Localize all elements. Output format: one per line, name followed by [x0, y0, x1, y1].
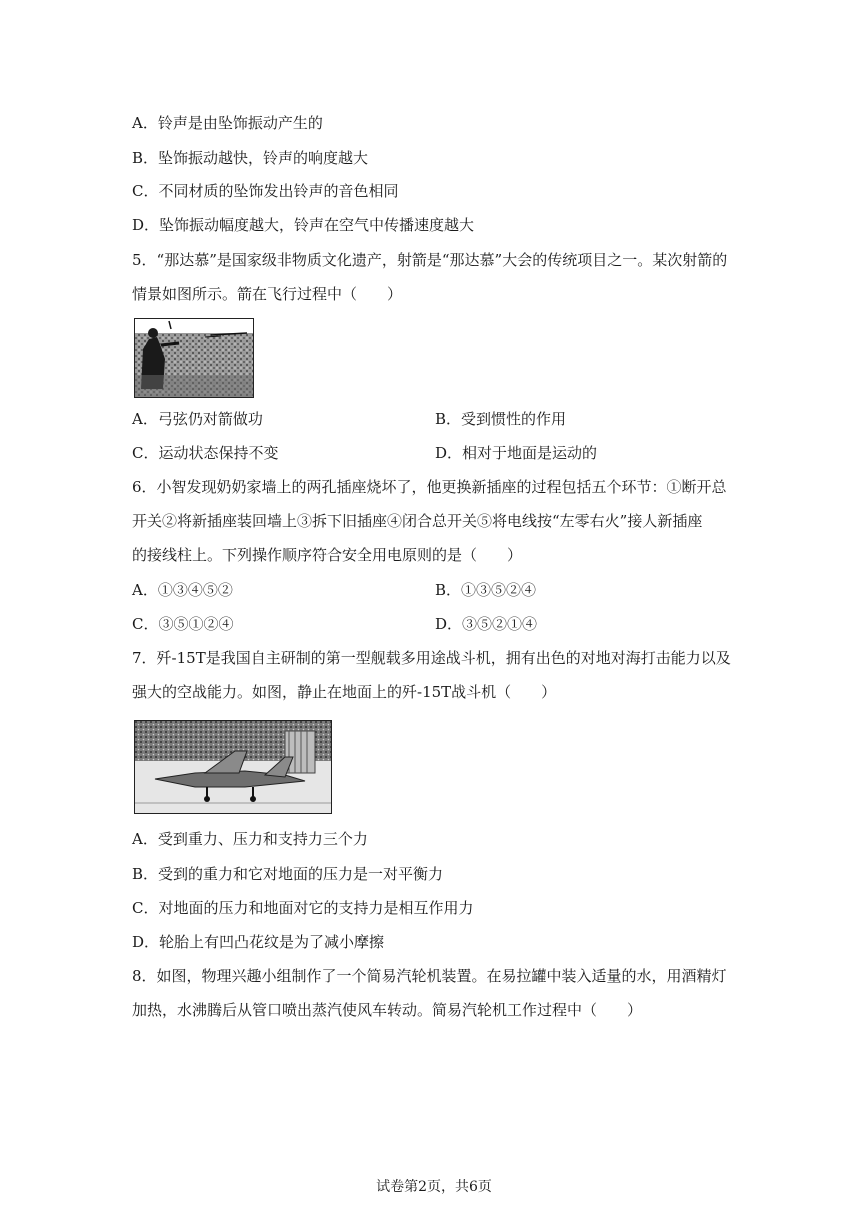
q7-stem-line-2: 强大的空战能力。如图，静止在地面上的歼-15T战斗机（ ）: [132, 683, 557, 701]
q7-option-a: A．受到重力、压力和支持力三个力: [132, 830, 368, 848]
q5-option-d: D．相对于地面是运动的: [435, 444, 598, 462]
q5-option-a: A．弓弦仍对箭做功: [132, 410, 263, 428]
q6-option-b: B．①③⑤②④: [435, 581, 537, 599]
q6-option-c: C．③⑤①②④: [132, 615, 234, 633]
q4-option-c: C．不同材质的坠饰发出铃声的音色相同: [132, 182, 399, 200]
q5-stem-line-2: 情景如图所示。箭在飞行过程中（ ）: [132, 285, 403, 303]
q4-option-d: D．坠饰振动幅度越大，铃声在空气中传播速度越大: [132, 216, 475, 234]
q5-option-b: B．受到惯性的作用: [435, 410, 567, 428]
page-footer: 试卷第2页，共6页: [376, 1179, 492, 1195]
q7-option-d: D．轮胎上有凹凸花纹是为了减小摩擦: [132, 933, 385, 951]
archery-photo: [134, 318, 254, 398]
q5-option-c: C．运动状态保持不变: [132, 444, 279, 462]
fighter-jet-illustration: [135, 721, 331, 813]
q6-option-a: A．①③④⑤②: [132, 581, 233, 599]
q6-option-d: D．③⑤②①④: [435, 615, 538, 633]
q6-stem-line-1: 6．小智发现奶奶家墙上的两孔插座烧坏了，他更换新插座的过程包括五个环节：①断开总: [132, 478, 727, 496]
q6-stem-line-3: 的接线柱上。下列操作顺序符合安全用电原则的是（ ）: [132, 546, 523, 564]
q5-stem-line-1: 5．“那达慕”是国家级非物质文化遗产，射箭是“那达慕”大会的传统项目之一。某次射箭的: [132, 251, 728, 269]
q6-stem-line-2: 开关②将新插座装回墙上③拆下旧插座④闭合总开关⑤将电线按“左零右火”接人新插座: [132, 512, 703, 530]
q7-option-c: C．对地面的压力和地面对它的支持力是相互作用力: [132, 899, 474, 917]
q4-option-a: A．铃声是由坠饰振动产生的: [132, 114, 323, 132]
q8-stem-line-2: 加热，水沸腾后从管口喷出蒸汽使风车转动。简易汽轮机工作过程中（ ）: [132, 1001, 643, 1019]
archery-illustration: [135, 319, 253, 397]
fighter-jet-photo: [134, 720, 332, 814]
q7-stem-line-1: 7．歼-15T是我国自主研制的第一型舰载多用途战斗机，拥有出色的对地对海打击能力以及: [132, 649, 731, 667]
q4-option-b: B．坠饰振动越快，铃声的响度越大: [132, 149, 369, 167]
q8-stem-line-1: 8．如图，物理兴趣小组制作了一个简易汽轮机装置。在易拉罐中装入适量的水，用酒精灯: [132, 967, 727, 985]
q7-option-b: B．受到的重力和它对地面的压力是一对平衡力: [132, 865, 444, 883]
